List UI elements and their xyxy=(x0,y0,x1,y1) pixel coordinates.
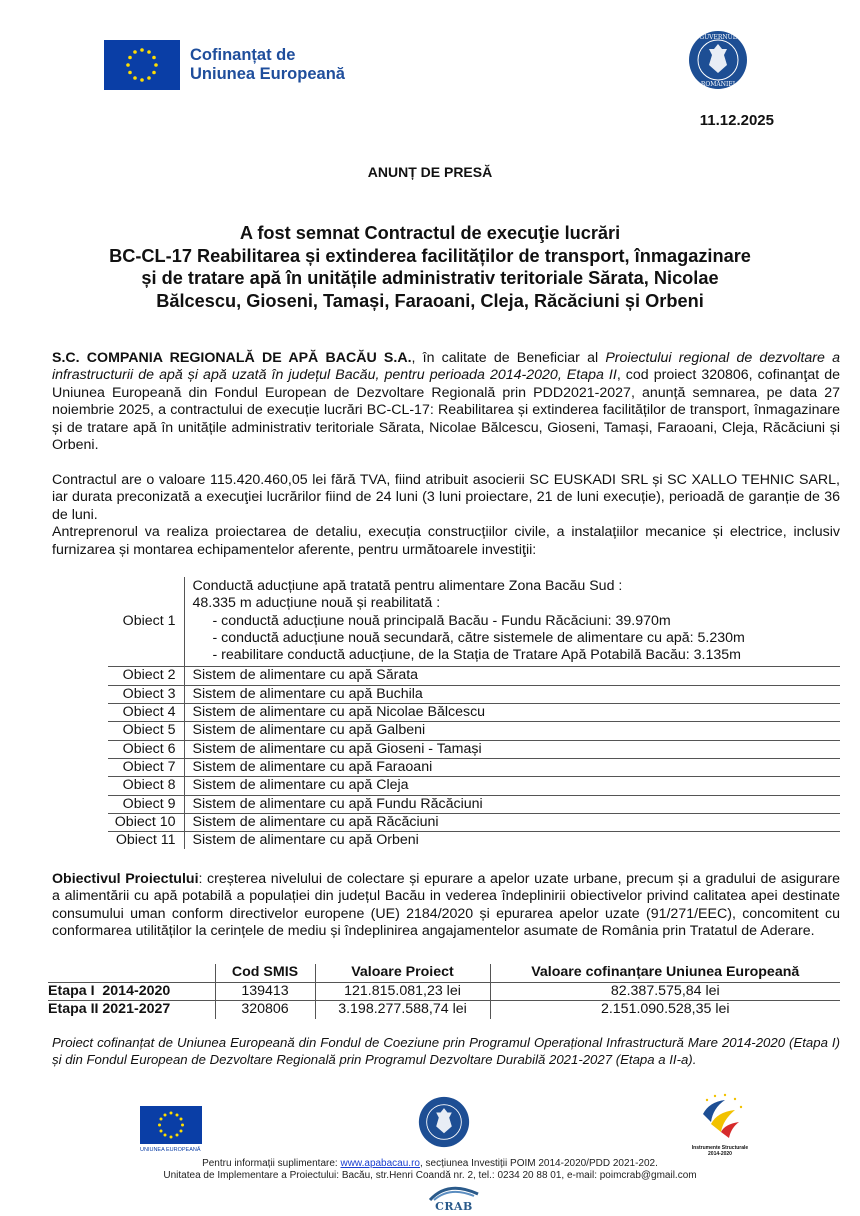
eu-caption: UNIUNEA EUROPEANĂ xyxy=(140,1147,201,1153)
svg-text:GUVERNUL: GUVERNUL xyxy=(699,34,737,41)
object-description: Sistem de alimentare cu apă Răcăciuni xyxy=(192,813,439,830)
contract-value-text: Contractul are o valoare 115.420.460,05 lei fără TVA, fiind atribuit asocierii SC EUSKADI SRL și SC XALLO TEHNIC SARL, iar durata preconizată a execuţiei lucrărilor fiind de 24 luni (3 luni proiectare, 21 de luni execuție), perioadă de garanție de 36 de luni. xyxy=(52,472,840,523)
header-smis: Cod SMIS xyxy=(215,964,315,982)
table-row xyxy=(108,740,840,758)
info-prefix: Pentru informații suplimentare: xyxy=(202,1158,341,1169)
object-label: Obiect 6 xyxy=(108,740,184,758)
project-objective-paragraph xyxy=(52,871,840,941)
stage-cell: Etapa II 2021-2027 xyxy=(48,1001,215,1019)
table-row xyxy=(48,1001,840,1019)
object-description: Sistem de alimentare cu apă Gioseni - Tamași xyxy=(192,740,482,757)
object-description xyxy=(184,577,840,667)
table-header-row xyxy=(48,964,840,982)
table-row xyxy=(108,577,840,667)
objective-text: : creșterea nivelului de colectare și epurare a apelor uzate urbane, precum și a gradului de asigurare a alimentării cu apă potabilă a populației din județul Bacău in vederea îndeplinirii obiectivelor privind calitatea apei destinate consumului uman conform directivelor europene (UE) 2184/2020 și epurarea apelor uzate (91/271/EEC), concomitent cu conformarea utilităților la cerințele de mediu și îndeplinirea angajamentelor asumate de România prin Tratatul de Aderare. xyxy=(52,871,840,940)
object-label: Obiect 2 xyxy=(108,667,184,685)
contractor-scope-text: Antreprenorul va realiza proiectarea de detaliu, execuția construcțiilor civile, a instalațiilor mecanice și electrice, inclusiv furnizarea și montarea echipamentelor aferente, pentru următoarele investiţii: xyxy=(52,524,840,558)
header-project-value: Valoare Proiect xyxy=(315,964,490,982)
project-name: Proiectului regional de dezvoltare a infrastructurii de apă și apă uzată în județul Bacău, pentru perioada 2014-2020, Etapa II xyxy=(52,350,840,384)
title-line-1: A fost semnat Contractul de execuţie lucrări xyxy=(239,223,621,243)
table-row xyxy=(108,795,840,813)
object1-line1: Conductă aducțiune apă tratată pentru alimentare Zona Bacău Sud : xyxy=(192,578,623,594)
object-label: Obiect 4 xyxy=(108,704,184,722)
romanian-government-seal-icon xyxy=(418,1096,470,1148)
table-row xyxy=(108,813,840,831)
object-description: Sistem de alimentare cu apă Sărata xyxy=(192,667,419,684)
implementation-unit-address: Unitatea de Implementare a Proiectului: Bacău, str.Henri Coandă nr. 2, tel.: 0234 20 88 01, e-mail: poimcrab@gmail.com xyxy=(163,1170,697,1181)
object-description: Sistem de alimentare cu apă Buchila xyxy=(192,685,423,702)
object-label: Obiect 7 xyxy=(108,758,184,776)
table-row xyxy=(108,722,840,740)
stage-cell: Etapa I 2014-2020 xyxy=(48,982,215,1001)
table-row xyxy=(48,982,840,1001)
intro-paragraph xyxy=(52,350,840,454)
eu-logo-text-line1: Cofinanțat de xyxy=(190,46,296,64)
table-row xyxy=(108,777,840,795)
crab-logo xyxy=(418,1180,490,1214)
object1-sub2: - conductă aducțiune nouă secundară, către sistemele de alimentare cu apă: 5.230m xyxy=(212,629,745,646)
structural-instruments-caption-2: 2014-2020 xyxy=(708,1151,732,1157)
objects-table xyxy=(108,577,840,849)
object-label: Obiect 8 xyxy=(108,777,184,795)
table-row xyxy=(108,667,840,685)
page-title xyxy=(50,222,810,312)
smis-cell: 320806 xyxy=(215,1001,315,1019)
press-release-date: 11.12.2025 xyxy=(699,112,774,129)
romanian-government-seal-icon xyxy=(688,30,748,90)
svg-text:ROMÂNIEI: ROMÂNIEI xyxy=(700,81,736,88)
structural-instruments-caption-1: Instrumente Structurale xyxy=(691,1145,749,1151)
object-description: Sistem de alimentare cu apă Galbeni xyxy=(192,722,426,739)
eu-value-cell: 82.387.575,84 lei xyxy=(610,982,720,999)
header-eu-value: Valoare cofinanțare Uniunea Europeană xyxy=(531,964,800,980)
object-label: Obiect 3 xyxy=(108,685,184,703)
object-label: Obiect 5 xyxy=(108,722,184,740)
object-label: Obiect 11 xyxy=(108,832,184,850)
smis-cell: 139413 xyxy=(215,982,315,1001)
eu-flag-icon xyxy=(104,40,180,90)
table-row xyxy=(108,832,840,850)
title-line-2: BC-CL-17 Reabilitarea și extinderea facilităților de transport, înmagazinare xyxy=(109,245,751,266)
object-description: Sistem de alimentare cu apă Orbeni xyxy=(192,832,419,849)
structural-instruments-icon xyxy=(695,1092,745,1140)
title-line-3: și de tratare apă în unitățile administrativ teritoriale Sărata, Nicolae xyxy=(141,268,719,288)
object-description: Sistem de alimentare cu apă Fundu Răcăciuni xyxy=(192,795,483,812)
object-label: Obiect 1 xyxy=(108,577,184,667)
project-value-cell: 121.815.081,23 lei xyxy=(315,982,490,1001)
crab-logo-text: CRAB xyxy=(435,1200,473,1213)
object1-line2: 48.335 m aducțiune nouă și reabilitată : xyxy=(192,595,441,612)
object-label: Obiect 9 xyxy=(108,795,184,813)
table-row xyxy=(108,704,840,722)
eu-value-cell: 2.151.090.528,35 lei xyxy=(600,1001,730,1017)
object-description: Sistem de alimentare cu apă Faraoani xyxy=(192,758,433,775)
contact-info xyxy=(0,1158,860,1182)
cofinancing-note: Proiect cofinanțat de Uniunea Europeană din Fondul de Coeziune prin Programul Operațional Infrastructură Mare 2014-2020 (Etapa I) și din Fondul European de Dezvoltare Regională prin Programul Dezvoltare Durabilă 2021-2027 (Etapa a II-a). xyxy=(52,1035,840,1067)
crab-wave-icon xyxy=(418,1180,490,1202)
title-line-4: Bălcescu, Gioseni, Tamași, Faraoani, Cleja, Răcăciuni și Orbeni xyxy=(156,290,704,311)
object-description: Sistem de alimentare cu apă Nicolae Bălcescu xyxy=(192,704,486,721)
object1-sub1: - conductă aducțiune nouă principală Bacău - Fundu Răcăciuni: 39.970m xyxy=(212,612,671,629)
table-row xyxy=(108,758,840,776)
company-name: S.C. COMPANIA REGIONALĂ DE APĂ BACĂU S.A. xyxy=(52,350,412,366)
footer-logos xyxy=(0,1100,860,1160)
eu-cofinancing-logo xyxy=(104,40,366,90)
info-suffix: , secțiunea Investiții POIM 2014-2020/PDD 2021-202. xyxy=(419,1158,658,1169)
eu-flag-icon xyxy=(140,1106,202,1144)
footer-eu-logo xyxy=(140,1106,202,1153)
structural-instruments-logo xyxy=(690,1092,750,1157)
intro-text-b: , cod proiect 320806, cofinanţat de Uniunea Europeană din Fondul European de Dezvoltare Regională prin PDD2021-2027, anunță semnarea, pe data 27 noiembrie 2025, a contractului de execuție lucrări BC-CL-17: Reabilitarea și extinderea facilităților de transport, înmagazinare și de tratare apă în unitățile administrativ teritoriale Sărata, Nicolae Bălcescu, Gioseni, Tamași, Faraoani, Cleja, Răcăciuni și Orbeni. xyxy=(52,367,840,454)
object1-sub3: - reabilitare conductă aducțiune, de la Stația de Tratare Apă Potabilă Bacău: 3.135m xyxy=(212,647,741,664)
project-value-cell: 3.198.277.588,74 lei xyxy=(315,1001,490,1019)
website-link[interactable]: www.apabacau.ro xyxy=(340,1158,420,1169)
objective-label: Obiectivul Proiectului xyxy=(52,871,199,887)
table-row xyxy=(108,685,840,703)
object-description: Sistem de alimentare cu apă Cleja xyxy=(192,777,409,794)
press-release-label: ANUNȚ DE PRESĂ xyxy=(367,164,493,180)
funding-table xyxy=(48,964,840,1019)
header-stage xyxy=(48,964,215,982)
object-label: Obiect 10 xyxy=(108,813,184,831)
eu-logo-text-line2: Uniunea Europeană xyxy=(190,65,345,83)
contract-paragraph xyxy=(52,472,840,559)
intro-text-a: , în calitate de Beneficiar al xyxy=(411,350,606,366)
